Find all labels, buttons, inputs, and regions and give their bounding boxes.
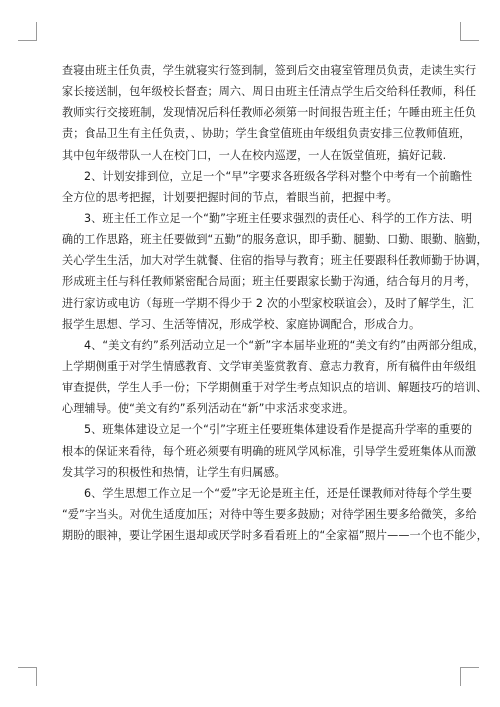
text-line: 报学生思想、学习、生活等情况，形成学校、家庭协调配合，形成合力。 bbox=[62, 317, 421, 331]
text-line: 期盼的眼神，要让学困生退却或厌学时多看看班上的“全家福”照片——一个也不能少， bbox=[62, 529, 488, 543]
text-line: 关心学生生活，加大对学生就餐、住宿的指导与教育；班主任要跟科任教师勤于协调， bbox=[62, 254, 488, 268]
paragraph-2-line: 2、计划安排到位，立足一个“早”字要求各班级各学科对整个中考有一个前瞻性 bbox=[84, 169, 473, 183]
text-line: 家长接送制，包年级校长督查；周六、周日由班主任清点学生后交给科任教师，科任 bbox=[62, 85, 477, 99]
crop-mark-top-left bbox=[18, 22, 37, 41]
text-line: 确的工作思路，班主任要做到“五勤”的服务意识，即手勤、腿勤、口勤、眼勤、脑勤， bbox=[62, 233, 488, 247]
paragraph-6-line: 6、学生思想工作立足一个“爱”字无论是班主任，还是任课教师对待每个学生要 bbox=[84, 486, 473, 500]
text-line: 发其学习的积极性和热情，让学生有归属感。 bbox=[62, 465, 286, 479]
text-line: 进行家访或电访（每班一学期不得少于 2 次的小型家校联谊会），及时了解学生，汇 bbox=[62, 296, 474, 310]
text-line: “爱”字当头。对优生适度加压；对待中等生要多鼓励；对待学困生要多给微笑，多给 bbox=[62, 507, 477, 521]
text-line: 责；食品卫生有主任负责，、协助；学生食堂值班由年级组负责安排三位教师值班， bbox=[62, 127, 471, 141]
paragraph-4-line: 4、“美文有约”系列活动立足一个“新”字本届毕业班的“美文有约”由两部分组成， bbox=[84, 338, 485, 352]
crop-mark-top-right bbox=[460, 22, 479, 41]
text-line: 上学期侧重于对学生情感教育、文学审美鉴赏教育、意志力教育，所有稿件由年级组 bbox=[62, 359, 477, 373]
text-line: 其中包年级带队一人在校门口，一人在校内巡逻，一人在饭堂值班，搞好记载. bbox=[62, 148, 447, 162]
text-line: 查寝由班主任负责，学生就寝实行签到制，签到后交由寝室管理员负责，走读生实行 bbox=[62, 64, 477, 77]
paragraph-3-line: 3、班主任工作立足一个“勤”字班主任要求强烈的责任心、科学的工作方法、明 bbox=[84, 211, 473, 225]
text-line: 全方位的思考把握，计划要把握时间的节点，着眼当前，把握中考。 bbox=[62, 190, 398, 204]
paragraph-5-line: 5、班集体建设立足一个“引”字班主任要班集体建设看作是提高升学率的重要的 bbox=[84, 423, 473, 437]
text-line: 形成班主任与科任教师紧密配合局面；班主任要跟家长勤于沟通，结合每月的月考， bbox=[62, 275, 477, 289]
text-line: 根本的保证来看待，每个班必须要有明确的班风学风标准，引导学生爱班集体从而激 bbox=[62, 444, 477, 458]
text-line: 心理辅导。使“美文有约”系列活动在“新”中求活求变求进。 bbox=[62, 402, 355, 416]
crop-mark-bottom-left bbox=[18, 667, 37, 686]
text-line: 审查提供，学生人手一份；下学期侧重于对学生考点知识点的培训、解题技巧的培训、 bbox=[62, 381, 488, 395]
body-text bbox=[62, 60, 488, 546]
crop-mark-bottom-right bbox=[460, 667, 479, 686]
text-line: 教师实行交接班制，发现情况后科任教师必须第一时间报告班主任；午睡由班主任负 bbox=[62, 106, 477, 120]
